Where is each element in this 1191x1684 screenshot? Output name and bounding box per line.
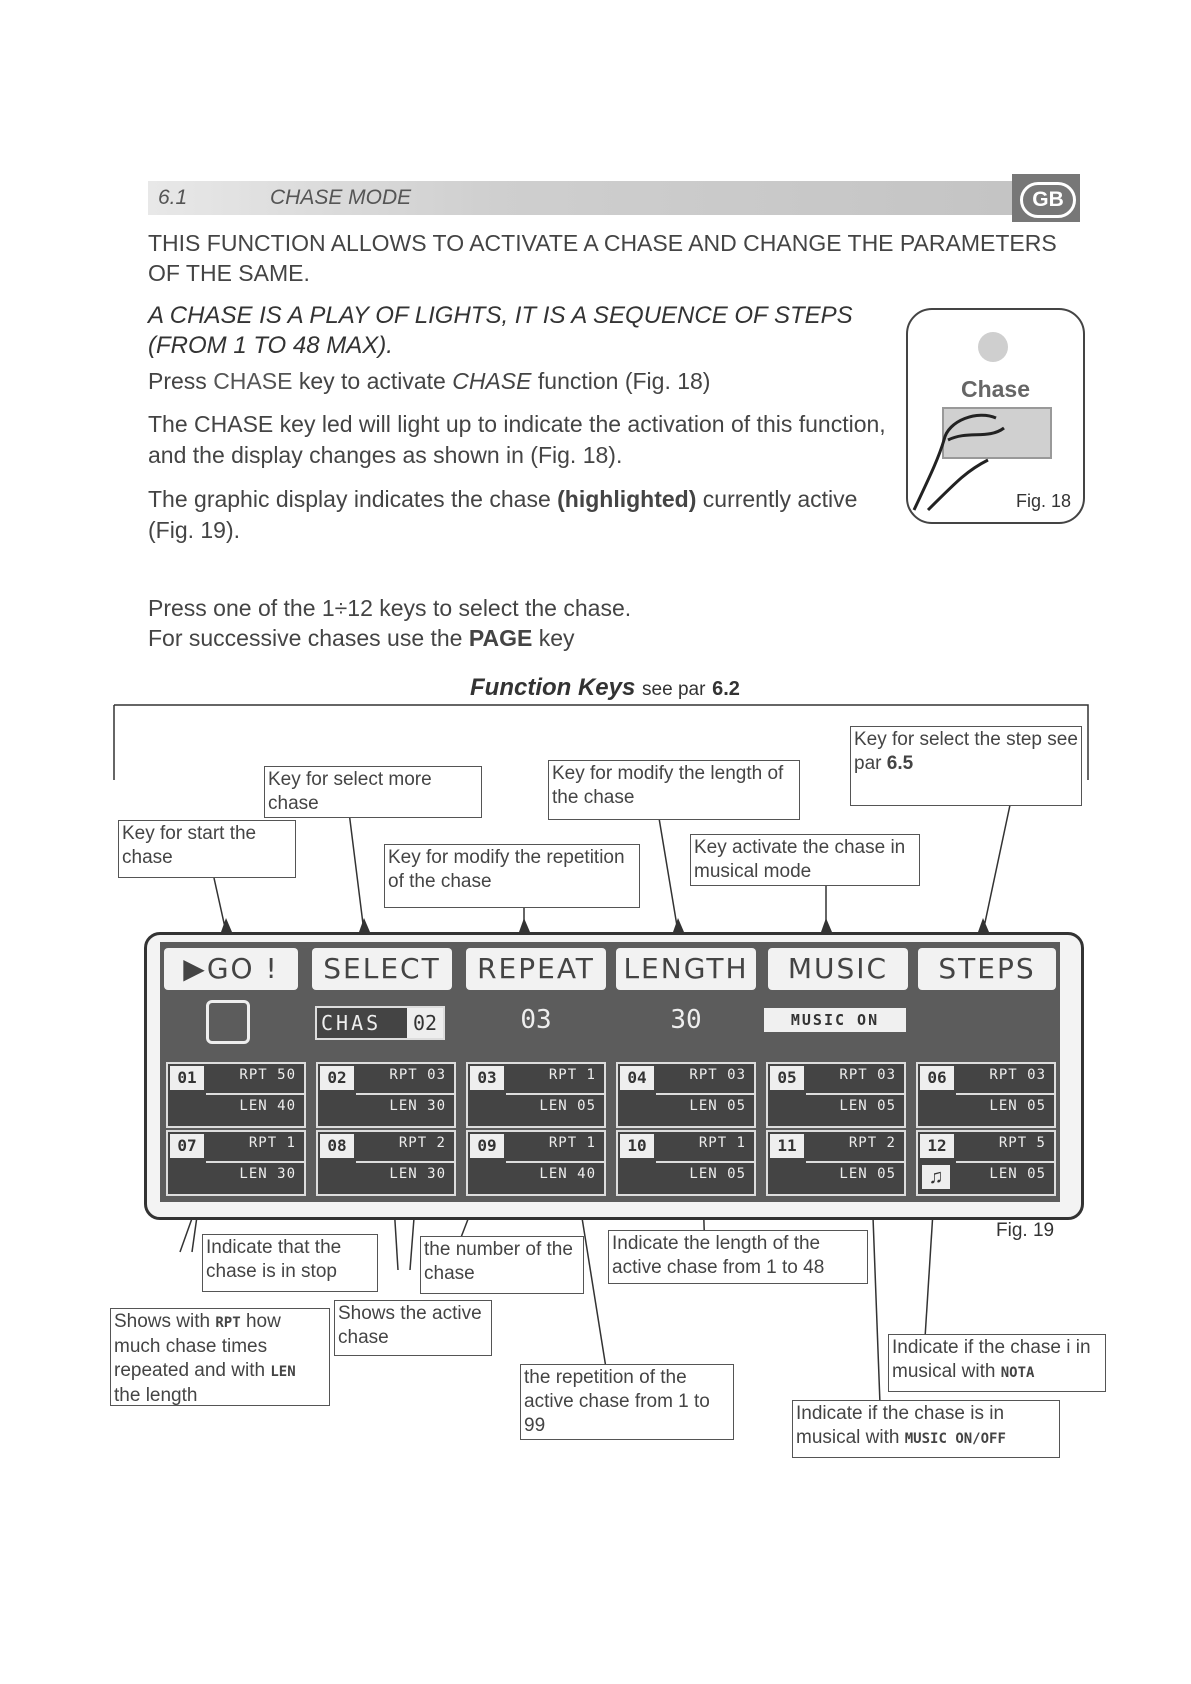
- callout-musical-mode: Key activate the chase in musical mode: [690, 834, 920, 886]
- graphic-display-screen: [160, 942, 1060, 1202]
- callout-modify-length: Key for modify the length of the chase: [548, 760, 800, 820]
- callout-select-step: Key for select the step see par 6.5: [850, 726, 1082, 806]
- callout-active-length: Indicate the length of the active chase from 1 to 48: [608, 1230, 868, 1284]
- section-number: 6.1: [158, 186, 188, 209]
- function-keys-title: Function Keys see par 6.2: [470, 674, 740, 701]
- paragraph-led: The CHASE key led will light up to indicate the activation of this function, and the display changes as shown in (Fig. 18).: [148, 411, 886, 468]
- music-value: MUSIC ON: [764, 1008, 906, 1032]
- callout-chase-stop: Indicate that the chase is in stop: [202, 1234, 378, 1292]
- chase-selector-value: [315, 1006, 445, 1040]
- paragraph-display: The graphic display indicates the chase (highlighted) currently active (Fig. 19).: [148, 486, 858, 543]
- chase-cell[interactable]: 04 RPT 03 LEN 05: [616, 1062, 756, 1128]
- callout-modify-repetition: Key for modify the repetition of the chase: [384, 844, 640, 908]
- callout-music-onoff: Indicate if the chase is in musical with MUSIC ON/OFF: [792, 1400, 1060, 1458]
- chase-cell-active[interactable]: 02 RPT 03 LEN 30: [316, 1062, 456, 1128]
- tab-select[interactable]: SELECT: [312, 948, 452, 990]
- tab-length[interactable]: LENGTH: [616, 948, 756, 990]
- chase-cell[interactable]: 11 RPT 2 LEN 05: [766, 1130, 906, 1196]
- tab-go[interactable]: ▶GO !: [164, 948, 298, 990]
- chase-selector-number: 02: [407, 1008, 443, 1038]
- length-value: 30: [670, 1005, 702, 1035]
- chase-cell[interactable]: 07 RPT 1 LEN 30: [166, 1130, 306, 1196]
- callout-shows-rpt-len: Shows with RPT how much chase times repeated and with LEN the length: [110, 1308, 330, 1406]
- callout-nota: Indicate if the chase i in musical with NOTA: [888, 1334, 1106, 1392]
- chase-definition: A CHASE IS A PLAY OF LIGHTS, IT IS A SEQUENCE OF STEPS (FROM 1 TO 48 MAX).: [148, 302, 853, 359]
- callout-active-chase: Shows the active chase: [334, 1300, 492, 1356]
- music-note-icon: ♫: [922, 1165, 950, 1189]
- callout-start-chase: Key for start the chase: [118, 820, 296, 878]
- section-title: CHASE MODE: [270, 186, 412, 209]
- fig19-caption: Fig. 19: [996, 1220, 1055, 1241]
- chase-cell[interactable]: 12 RPT 5 ♫ LEN 05: [916, 1130, 1056, 1196]
- chase-cell[interactable]: 10 RPT 1 LEN 05: [616, 1130, 756, 1196]
- intro-text: THIS FUNCTION ALLOWS TO ACTIVATE A CHASE AND CHANGE THE PARAMETERS OF THE SAME.: [148, 230, 1057, 286]
- chase-cell[interactable]: 06 RPT 03 LEN 05: [916, 1062, 1056, 1128]
- chase-selector-label: CHAS: [321, 1011, 382, 1035]
- paragraph-activate: Press CHASE key to activate CHASE function (Fig. 18): [148, 368, 711, 394]
- chase-cell[interactable]: 03 RPT 1 LEN 05: [466, 1062, 606, 1128]
- repeat-value: 03: [520, 1005, 552, 1035]
- fig18-caption: Fig. 18: [1015, 491, 1071, 511]
- callout-select-more-chase: Key for select more chase: [264, 766, 482, 818]
- callout-repetition-range: the repetition of the active chase from 1 to 99: [520, 1364, 734, 1440]
- callout-chase-number: the number of the chase: [420, 1236, 584, 1294]
- stop-indicator-icon: [206, 1000, 250, 1044]
- tab-music[interactable]: MUSIC: [768, 948, 908, 990]
- chase-cell[interactable]: 09 RPT 1 LEN 40: [466, 1130, 606, 1196]
- chase-cell[interactable]: 08 RPT 2 LEN 30: [316, 1130, 456, 1196]
- chase-cell[interactable]: 05 RPT 03 LEN 05: [766, 1062, 906, 1128]
- play-icon: ▶: [183, 952, 207, 985]
- tab-repeat[interactable]: REPEAT: [466, 948, 606, 990]
- tab-steps[interactable]: STEPS: [918, 948, 1056, 990]
- chase-cell[interactable]: 01 RPT 50 LEN 40: [166, 1062, 306, 1128]
- paragraph-select: Press one of the 1÷12 keys to select the chase.: [148, 595, 632, 621]
- paragraph-page: For successive chases use the PAGE key: [148, 625, 575, 651]
- language-badge-label: GB: [1020, 182, 1076, 218]
- chase-key-label: Chase: [960, 376, 1031, 402]
